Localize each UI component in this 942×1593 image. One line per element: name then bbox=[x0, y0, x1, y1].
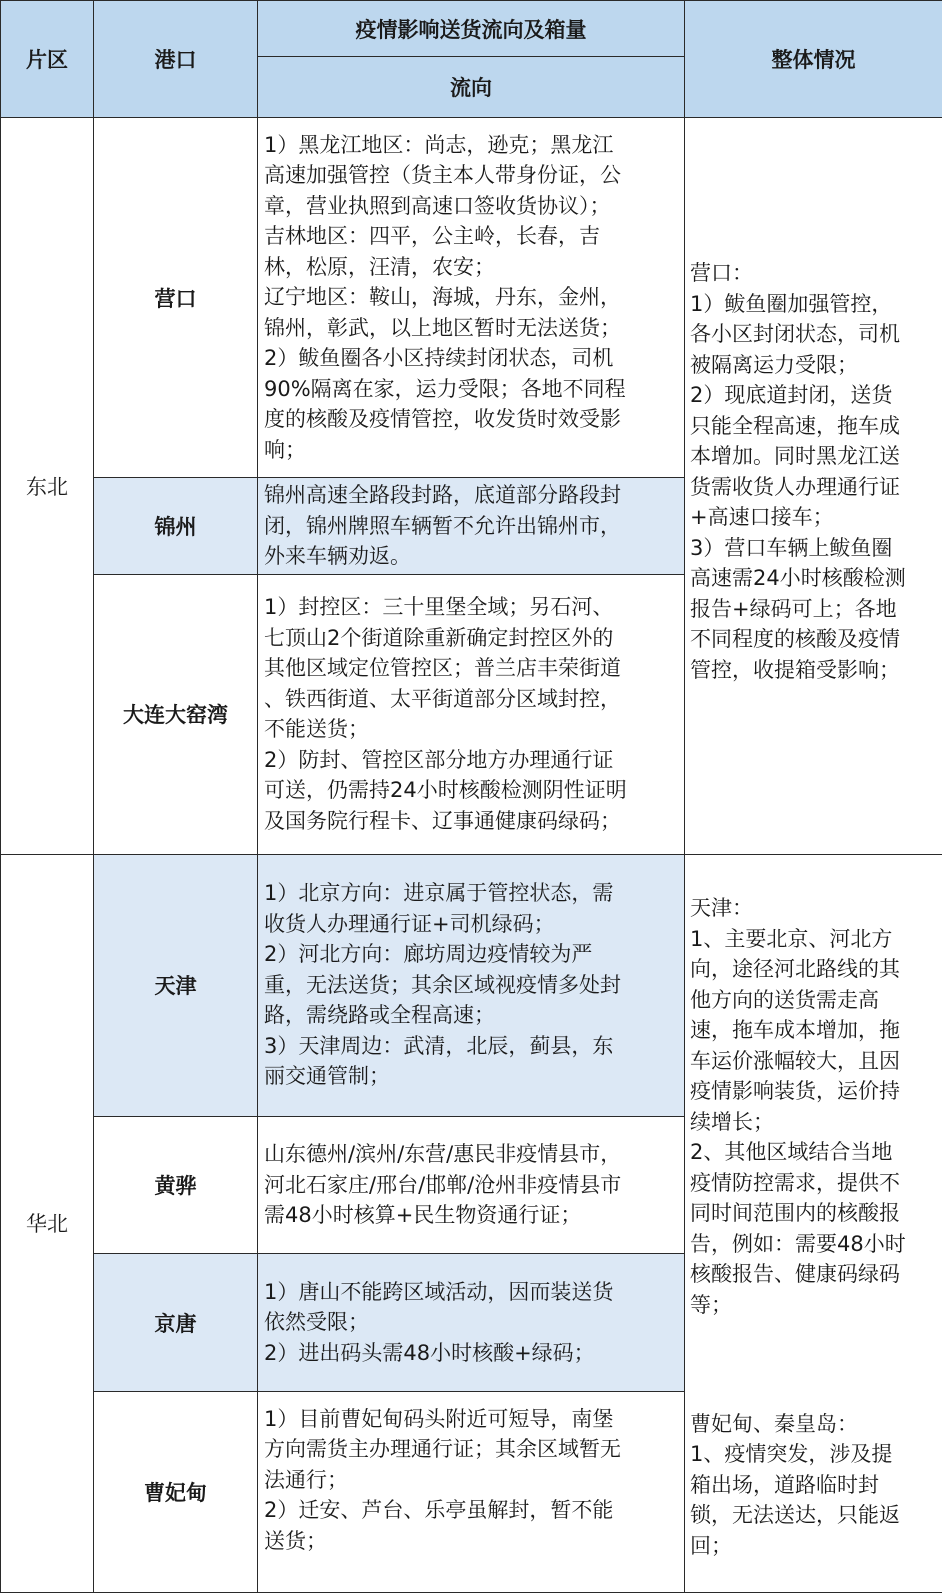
region-cell-north-china: 华北 bbox=[1, 854, 94, 1592]
port-cell-caofeidian: 曹妃甸 bbox=[94, 1391, 258, 1592]
overall-caofeidian-text: 曹妃甸、秦皇岛： 1、疫情突发，涉及提 箱出场，道路临时封 锁，无法送达，只能返 回； bbox=[690, 1409, 938, 1562]
overall-tianjin-text: 天津： 1、主要北京、河北方 向，途径河北路线的其 他方向的送货需走高 速，拖车成本增加，拖 车运价涨幅较大，且因 疫情影响装货，运价持 续增长； 2、其他区域结合当地 疫情防控需求，提供不 同时间范围内的核酸报 告，例如：需要48小时 核酸报告、健康码绿码 等； bbox=[690, 893, 938, 1320]
header-region: 片区 bbox=[1, 1, 94, 118]
header-port: 港口 bbox=[94, 1, 258, 118]
overall-cell-northeast: 营口： 1）鲅鱼圈加强管控， 各小区封闭状态，司机 被隔离运力受限； 2）现底道封闭，送货 只能全程高速，拖车成 本增加。同时黑龙江送 货需收货人办理通行证 +高速口接车； 3）营口车辆上鲅鱼圈 高速需24小时核酸检测 报告+绿码可上；各地 不同程度的核酸及疫情 管控，收提箱受影响； bbox=[685, 118, 942, 855]
flow-cell-yingkou: 1）黑龙江地区：尚志，逊克；黑龙江 高速加强管控（货主本人带身份证，公 章，营业执照到高速口签收货协议）； 吉林地区：四平，公主岭，长春，吉 林，松原，汪清，农安； 辽宁地区：鞍山，海城，丹东，金州， 锦州，彰武，以上地区暂时无法送货； 2）鲅鱼圈各小区持续封闭状态，司机 90%隔离在家，运力受限；各地不同程 度的核酸及疫情管控，收发货时效受影 响； bbox=[258, 118, 685, 478]
flow-cell-huanghua: 山东德州/滨州/东营/惠民非疫情县市， 河北石家庄/邢台/邯郸/沧州非疫情县市 需48小时核算+民生物资通行证； bbox=[258, 1116, 685, 1254]
port-cell-yingkou: 营口 bbox=[94, 118, 258, 478]
flow-cell-caofeidian: 1）目前曹妃甸码头附近可短导，南堡 方向需货主办理通行证；其余区域暂无 法通行； 2）迁安、芦台、乐亭虽解封，暂不能 送货； bbox=[258, 1391, 685, 1592]
flow-cell-tianjin: 1）北京方向：进京属于管控状态，需 收货人办理通行证+司机绿码； 2）河北方向：廊坊周边疫情较为严 重，无法送货；其余区域视疫情多处封 路，需绕路或全程高速； 3）天津周边：武清，北辰，蓟县，东 丽交通管制； bbox=[258, 854, 685, 1116]
flow-cell-jingtang: 1）唐山不能跨区域活动，因而装送货 依然受限； 2）进出码头需48小时核酸+绿码； bbox=[258, 1254, 685, 1392]
header-overall: 整体情况 bbox=[685, 1, 942, 118]
header-flow-group: 疫情影响送货流向及箱量 bbox=[258, 1, 685, 57]
flow-cell-dalian-dayaowan: 1）封控区：三十里堡全域；另石河、 七顶山2个街道除重新确定封控区外的 其他区域定位管控区；普兰店丰荣街道 、铁西街道、太平街道部分区域封控， 不能送货； 2）防封、管控区部分地方办理通行证 可送，仍需持24小时核酸检测阴性证明 及国务院行程卡、辽事通健康码绿码； bbox=[258, 574, 685, 854]
overall-cell-north-china bbox=[685, 854, 942, 1592]
flow-cell-jinzhou: 锦州高速全路段封路，底道部分路段封 闭，锦州牌照车辆暂不允许出锦州市， 外来车辆劝返。 bbox=[258, 478, 685, 575]
region-cell-northeast: 东北 bbox=[1, 118, 94, 855]
port-cell-jinzhou: 锦州 bbox=[94, 478, 258, 575]
port-cell-dalian-dayaowan: 大连大窑湾 bbox=[94, 574, 258, 854]
port-cell-tianjin: 天津 bbox=[94, 854, 258, 1116]
table-row bbox=[1, 118, 942, 478]
port-cell-jingtang: 京唐 bbox=[94, 1254, 258, 1392]
table-row bbox=[1, 854, 942, 1116]
header-flow: 流向 bbox=[258, 57, 685, 118]
port-cell-huanghua: 黄骅 bbox=[94, 1116, 258, 1254]
